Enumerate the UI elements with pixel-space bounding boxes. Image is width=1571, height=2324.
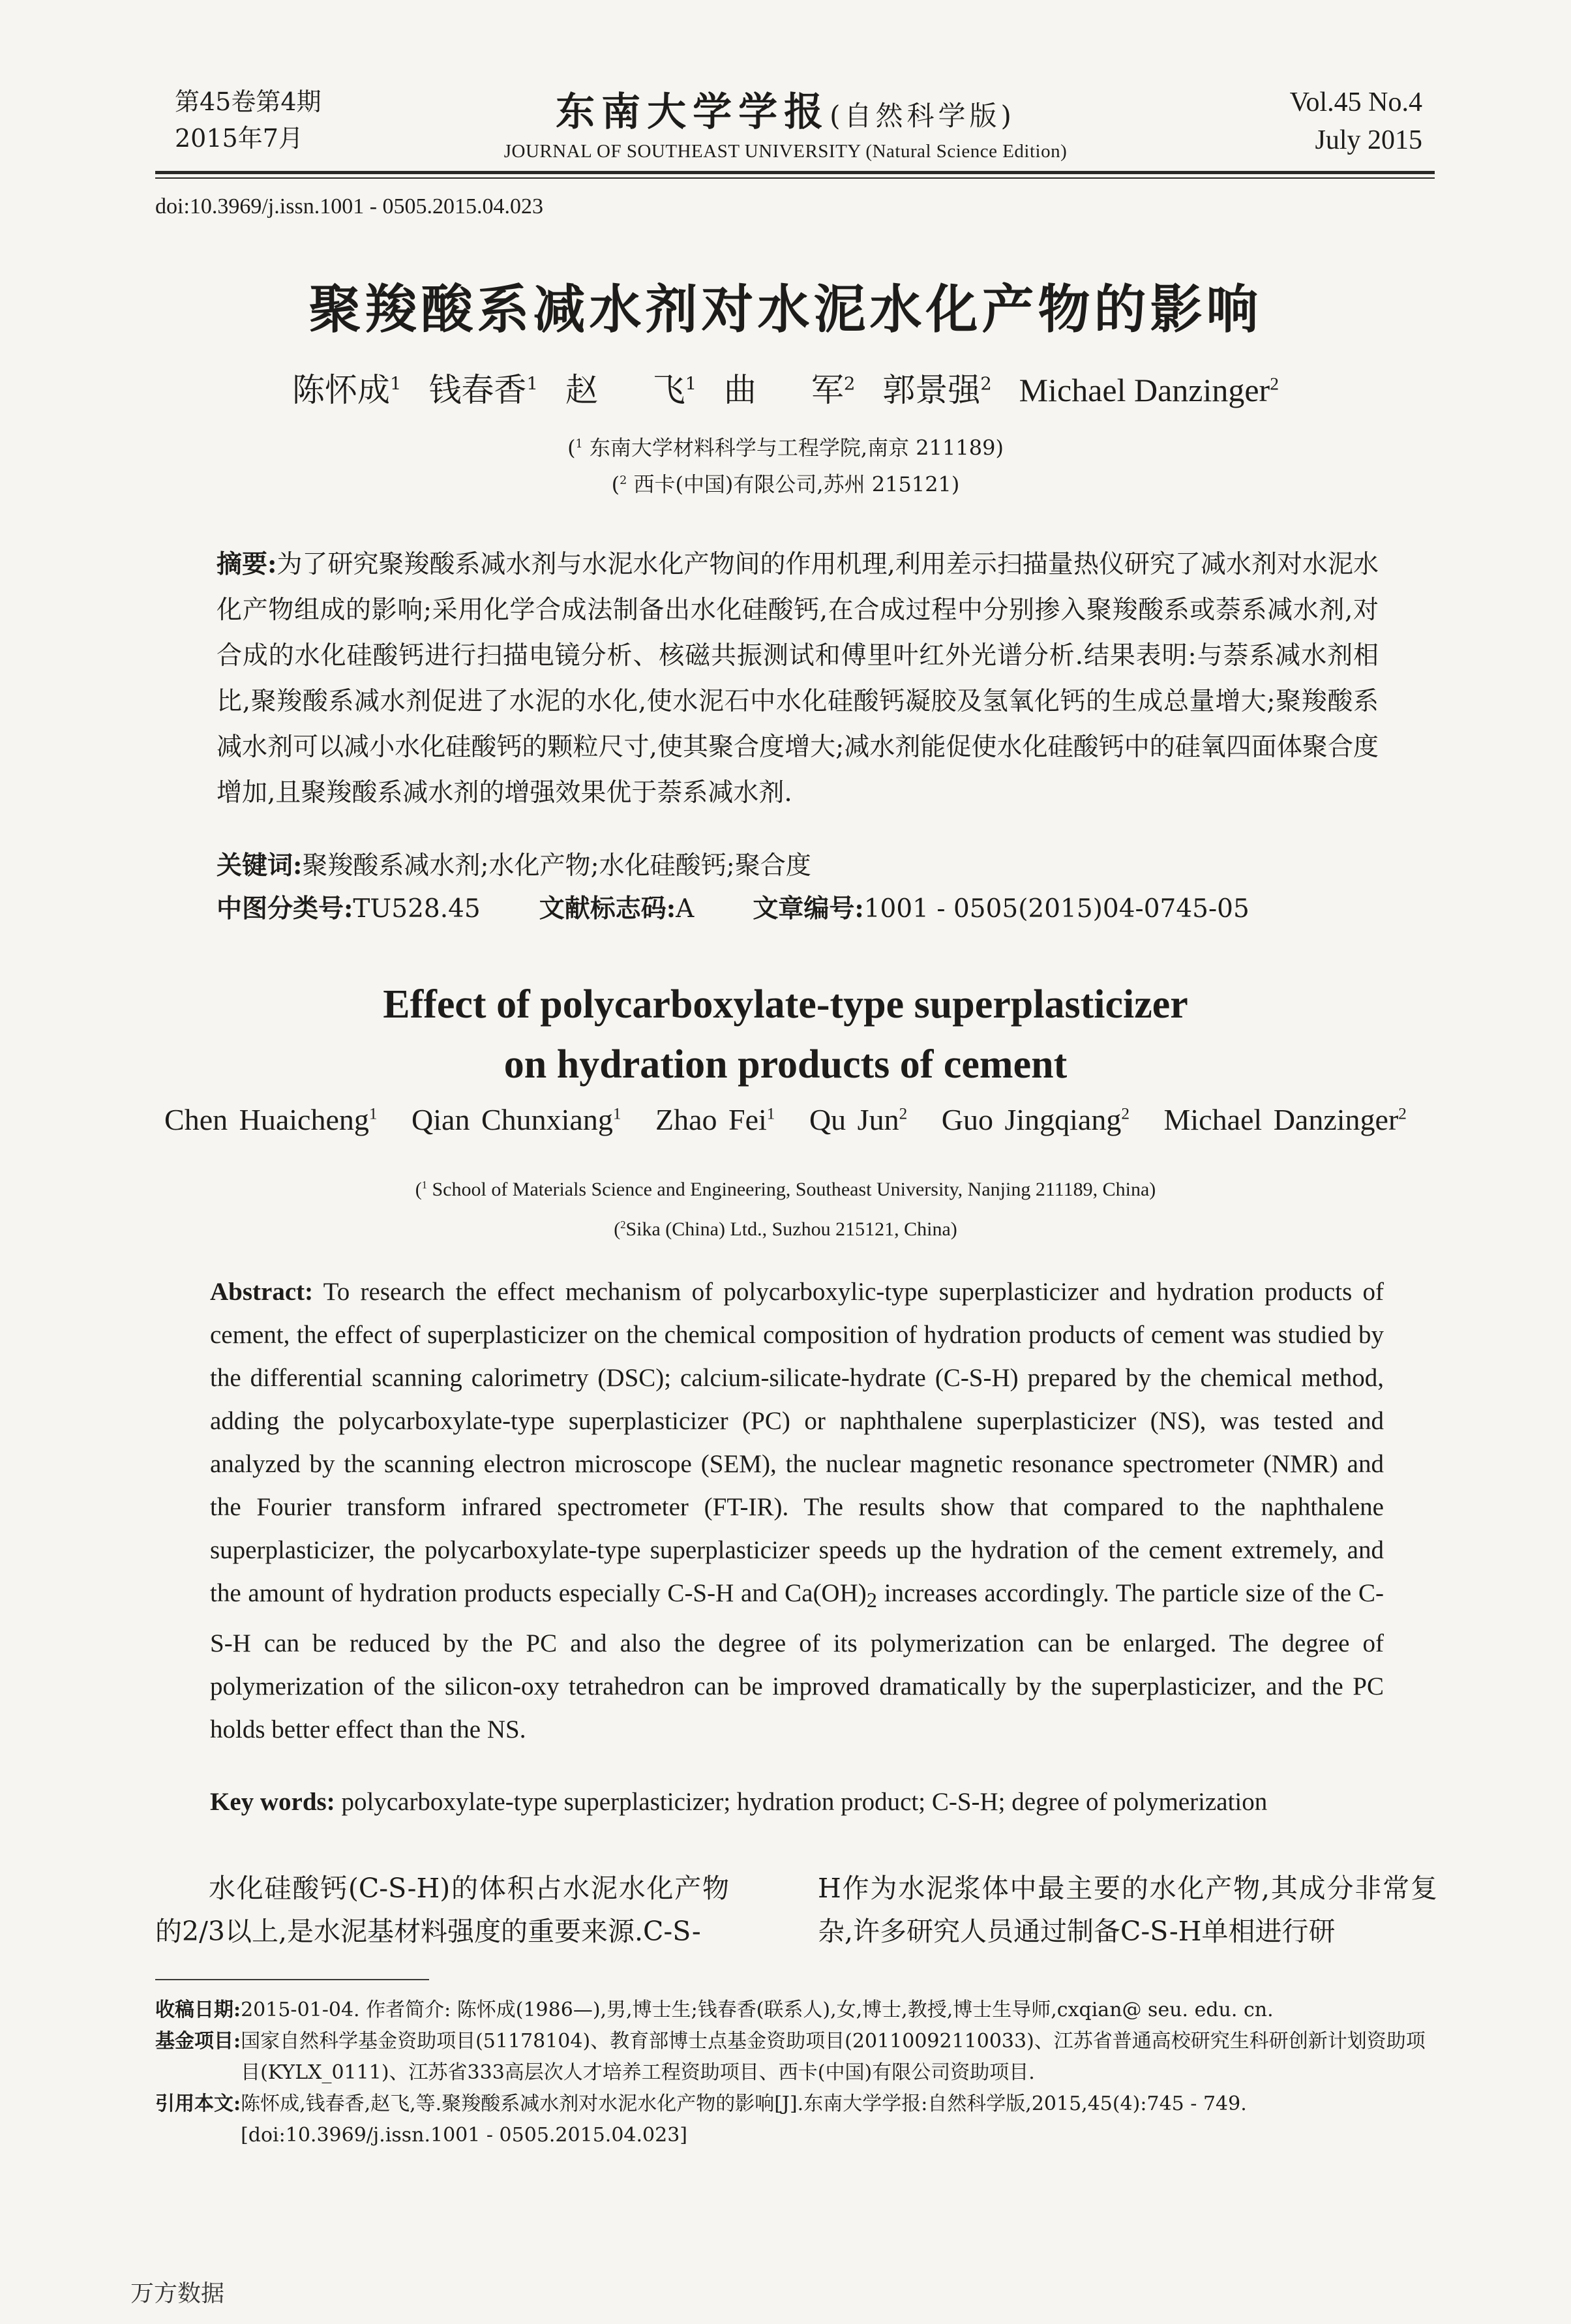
author-cn: 曲 军$^2$: [724, 371, 856, 409]
abstract-en-label: Abstract:: [210, 1278, 314, 1306]
abstract-cn-text: 为了研究聚羧酸系减水剂与水泥水化产物间的作用机理,利用差示扫描量热仪研究了减水剂对水泥水化产物组成的影响;采用化学合成法制备出水化硅酸钙,在合成过程中分别掺入聚羧酸系或萘系减水剂,对合成的水化硅酸钙进行扫描电镜分析、核磁共振测试和傅里叶红外光谱分析.结果表明:与萘系减水剂相比,聚羧酸系减水剂促进了水泥的水化,使水泥石中水化硅酸钙凝胶及氢氧化钙的生成总量增大;聚羧酸系减水剂可以减小水化硅酸钙的颗粒尺寸,使其聚合度增大;减水剂能促使水化硅酸钙中的硅氧四面体聚合度增加,且聚羧酸系减水剂的增强效果优于萘系减水剂.: [217, 550, 1379, 807]
volume-cn: 第45卷第4期: [175, 87, 322, 116]
journal-title-en: JOURNAL OF SOUTHEAST UNIVERSITY (Natural Science Edition): [503, 141, 1068, 162]
keywords-en-label: Key words:: [210, 1788, 335, 1816]
authors-en: [0, 1102, 1571, 1137]
footnote-funding: 基金项目: 国家自然科学基金资助项目(51178104)、教育部博士点基金资助项目(20110092110033)、江苏省普通高校研究生科研创新计划资助项目(KYLX_0111)、江苏省333高层次人才培养工程资助项目、西卡(中国)有限公司资助项目.: [155, 2030, 1426, 2084]
author-en: Chen Huaicheng$^1$: [164, 1103, 378, 1136]
abstract-en: Abstract: To research the effect mechanism of polycarboxylic-type superplasticizer and hydration products of cement, the effect of superplasticizer on the chemical composition of hydration products of cement was studied by the differential scanning calorimetry (DSC); calcium-silicate-hydrate (C-S-H) prepared by the chemical method, adding the polycarboxylate-type superplasticizer (PC) or naphthalene superplasticizer (NS), was tested and analyzed by the scanning electron microscope (SEM), the nuclear magnetic resonance spectrometer (NMR) and the Fourier transform infrared spectrometer (FT-IR). The results show that compared to the naphthalene superplasticizer, the polycarboxylate-type superplasticizer speeds up the hydration of the cement extremely, and the amount of hydration products especially C-S-H and $Ca(OH)_2$ increases accordingly. The particle size of the C-S-H can be reduced by the PC and also the degree of its polymerization can be enlarged. The degree of polymerization of the silicon-oxy tetrahedron can be improved dramatically by the superplasticizer, and the PC holds better effect than the NS.: [210, 1278, 1384, 1743]
footer-watermark: 万方数据: [130, 2280, 225, 2307]
header-rule-thin: [155, 177, 1435, 179]
keywords-cn-text: 聚羧酸系减水剂;水化产物;水化硅酸钙;聚合度: [302, 851, 811, 881]
keywords-en-text: polycarboxylate-type superplasticizer; hydration product; C-S-H; degree of polymerization: [341, 1788, 1268, 1816]
volume-en: Vol.45 No.4: [1289, 87, 1422, 117]
title-cn: 聚羧酸系减水剂对水泥水化产物的影响: [308, 279, 1263, 340]
doi: doi:10.3969/j.issn.1001 - 0505.2015.04.023: [155, 194, 544, 219]
author-cn: 郭景强$^2$: [882, 371, 992, 409]
classification-line: 中图分类号:TU528.45 文献标志码:A 文章编号:1001 - 0505(2015)04-0745-05: [217, 894, 1249, 924]
affiliation-cn: ($^2$ 西卡(中国)有限公司,苏州 215121): [611, 472, 960, 497]
body-column-right: [818, 1867, 1437, 1953]
author-en: Qu Jun$^2$: [809, 1103, 908, 1136]
footnotes: [155, 1995, 1435, 2151]
footnote-received: 收稿日期: 2015-01-04. 作者简介: 陈怀成(1986—),男,博士生;钱春香(联系人),女,博士,教授,博士生导师,cxqian@ seu. edu. cn.: [155, 1999, 1274, 2021]
keywords-cn: [217, 845, 1379, 886]
footnote-citation: 引用本文: 陈怀成,钱春香,赵飞,等.聚羧酸系减水剂对水泥水化产物的影响[J].东南大学学报:自然科学版,2015,45(4):745 - 749.[doi:10.3969/j.issn.1001 - 0505.2015.04.023]: [155, 2092, 1247, 2147]
keywords-cn-label: 关键词:: [217, 851, 303, 881]
keywords-en: [210, 1781, 1384, 1824]
affiliation-en: ($^2$Sika (China) Ltd., Suzhou 215121, China): [614, 1218, 957, 1240]
author-cn: 钱春香$^1$: [428, 371, 538, 409]
journal-subtitle-cn: (自然科学版): [830, 100, 1015, 132]
abstract-cn: [217, 541, 1379, 816]
footnote-rule: [155, 1979, 429, 1980]
author-en: Zhao Fei$^1$: [655, 1103, 775, 1136]
affiliation-en: ($^1$ School of Materials Science and Engineering, Southeast University, Nanjing 211189, China): [415, 1179, 1156, 1200]
authors-cn: [0, 364, 1571, 411]
article-number: 1001 - 0505(2015)04-0745-05: [863, 894, 1249, 924]
date-cn: 2015年7月: [175, 124, 303, 153]
author-cn: 赵 飞$^1$: [565, 371, 697, 409]
body-paragraph: H作为水泥浆体中最主要的水化产物,其成分非常复杂,许多研究人员通过制备C-S-H单相进行研: [818, 1873, 1437, 1947]
affiliations-cn: [0, 428, 1571, 500]
journal-title-cn: 东南大学学报: [556, 89, 830, 135]
header-volume-en: [1290, 83, 1422, 159]
date-en: July 2015: [1315, 125, 1422, 155]
author-en: Qian Chunxiang$^1$: [411, 1103, 621, 1136]
clc-number: TU528.45: [353, 894, 481, 924]
author-cn: Michael Danzinger$^2$: [1019, 372, 1279, 408]
abstract-cn-label: 摘要:: [217, 549, 277, 579]
header-rule: [155, 171, 1435, 174]
affiliations-en: [0, 1168, 1571, 1247]
author-en: Michael Danzinger$^2$: [1163, 1103, 1407, 1136]
title-en: Effect of polycarboxylate-type superplasticizer on hydration products of cement: [383, 982, 1188, 1087]
author-cn: 陈怀成$^1$: [292, 371, 402, 409]
body-column-left: [155, 1867, 729, 1953]
affiliation-cn: ($^1$ 东南大学材料科学与工程学院,南京 211189): [567, 435, 1004, 460]
document-code: A: [676, 894, 695, 924]
body-paragraph: 水化硅酸钙(C-S-H)的体积占水泥水化产物的2/3以上,是水泥基材料强度的重要来源.C-S-: [155, 1873, 729, 1947]
author-en: Guo Jingqiang$^2$: [941, 1103, 1130, 1136]
